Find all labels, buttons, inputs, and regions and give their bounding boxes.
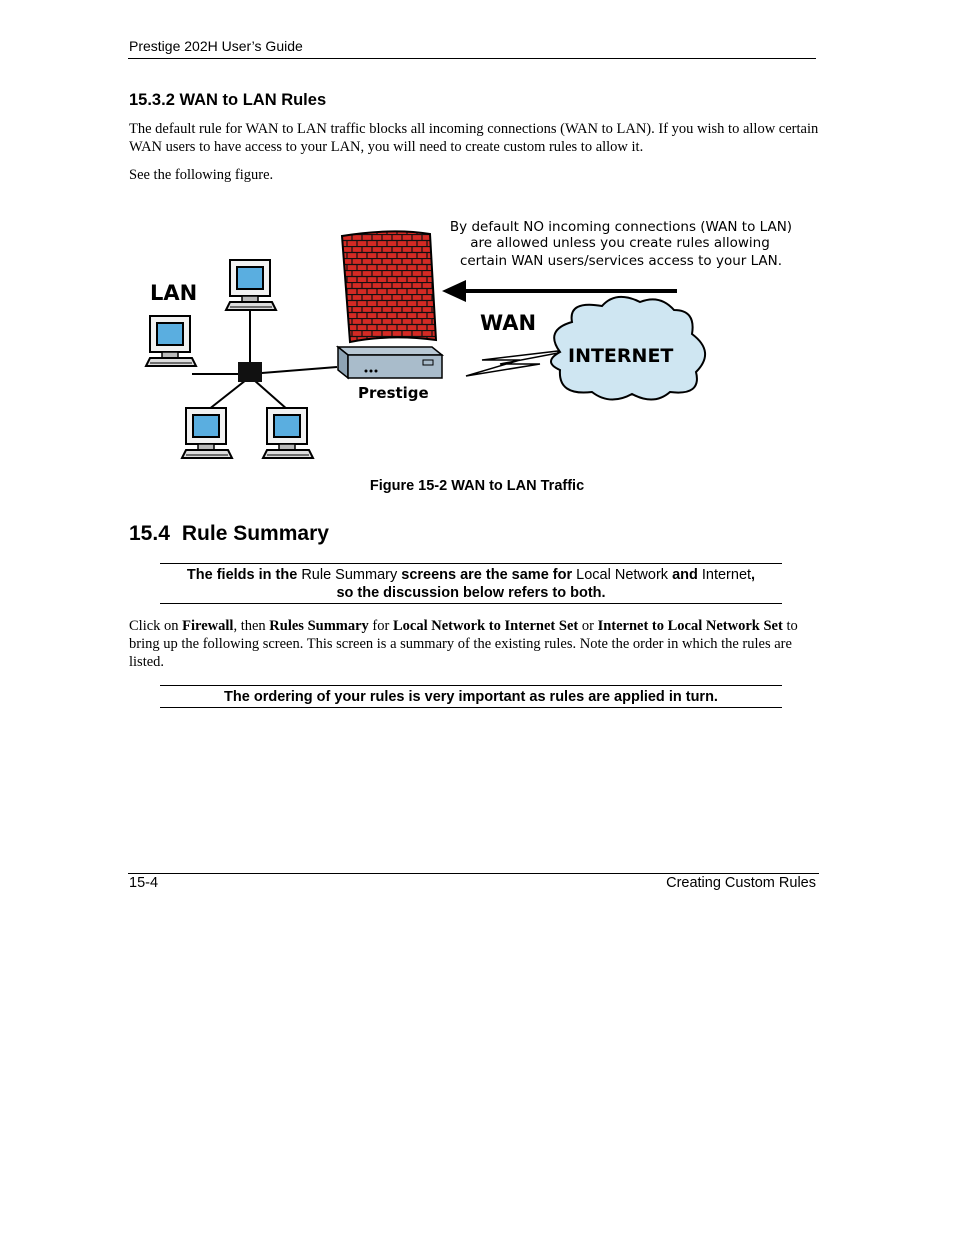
section-heading-wan-to-lan: 15.3.2 WAN to LAN Rules <box>129 91 327 109</box>
firewall-icon <box>342 231 436 342</box>
paragraph-default-rule: The default rule for WAN to LAN traffic blocks all incoming connections (WAN to LAN). If you wish to allow certain WAN users to have access to your LAN, you will need to create custom rules to allow it. <box>129 121 819 155</box>
note-text: Internet <box>697 567 752 583</box>
note-text: screens are the same for <box>401 567 573 583</box>
note-text: so the discussion below refers to both. <box>336 585 606 601</box>
network-cabling <box>192 311 337 410</box>
wan-to-lan-figure <box>140 210 820 470</box>
section-heading-rule-summary <box>129 522 329 546</box>
paragraph-see-figure: See the following figure. <box>129 167 274 183</box>
computer-icon <box>182 408 232 458</box>
paragraph-text: for <box>368 618 393 634</box>
computer-icon <box>146 316 196 366</box>
section-number: 15.4 <box>129 522 170 545</box>
figure-caption: Figure 15-2 WAN to LAN Traffic <box>369 478 585 494</box>
paragraph-text: Internet to Local Network Set <box>597 618 783 634</box>
figure-note-line-2: are allowed unless you create rules allowing <box>470 235 770 251</box>
wan-label: WAN <box>480 311 537 335</box>
paragraph-text: Firewall <box>182 618 234 634</box>
figure-note-line-3: certain WAN users/services access to your LAN. <box>459 253 783 269</box>
prestige-router-icon <box>338 347 442 378</box>
paragraph-text: , then <box>233 618 270 634</box>
note-text: Local Network <box>572 567 673 583</box>
figure-note-line-1: By default NO incoming connections (WAN to LAN) <box>449 219 793 235</box>
lan-label: LAN <box>150 281 198 305</box>
paragraph-text: Click on <box>129 618 183 634</box>
note-rule-ordering: The ordering of your rules is very important as rules are applied in turn. <box>160 685 782 708</box>
note-text: and <box>672 567 698 583</box>
network-hub <box>238 362 262 382</box>
computer-icon <box>263 408 313 458</box>
computer-icon <box>226 260 276 310</box>
note-text: The fields in the <box>186 567 298 583</box>
note-text: Rule Summary <box>297 567 402 583</box>
paragraph-text: Rules Summary <box>269 618 369 634</box>
running-header-title: Prestige 202H User’s Guide <box>129 38 303 54</box>
chapter-title: Creating Custom Rules <box>666 875 816 891</box>
header-rule <box>128 58 816 59</box>
section-title: Rule Summary <box>181 522 329 545</box>
paragraph-text: Local Network to Internet Set <box>392 618 579 634</box>
note-text: , <box>751 567 756 583</box>
arrow-left-icon <box>442 280 466 302</box>
paragraph-click-firewall <box>129 617 813 671</box>
page-number: 15-4 <box>129 875 159 891</box>
footer-rule <box>128 873 819 874</box>
internet-label: INTERNET <box>568 345 674 367</box>
note-fields-same <box>160 563 782 604</box>
prestige-label: Prestige <box>358 384 429 402</box>
paragraph-text: or <box>578 618 598 634</box>
wan-link-icon <box>466 351 558 376</box>
paragraph-text: to bring up the following screen. This screen is a summary of the existing rules. Note the order in which the rules are listed. <box>129 618 798 670</box>
